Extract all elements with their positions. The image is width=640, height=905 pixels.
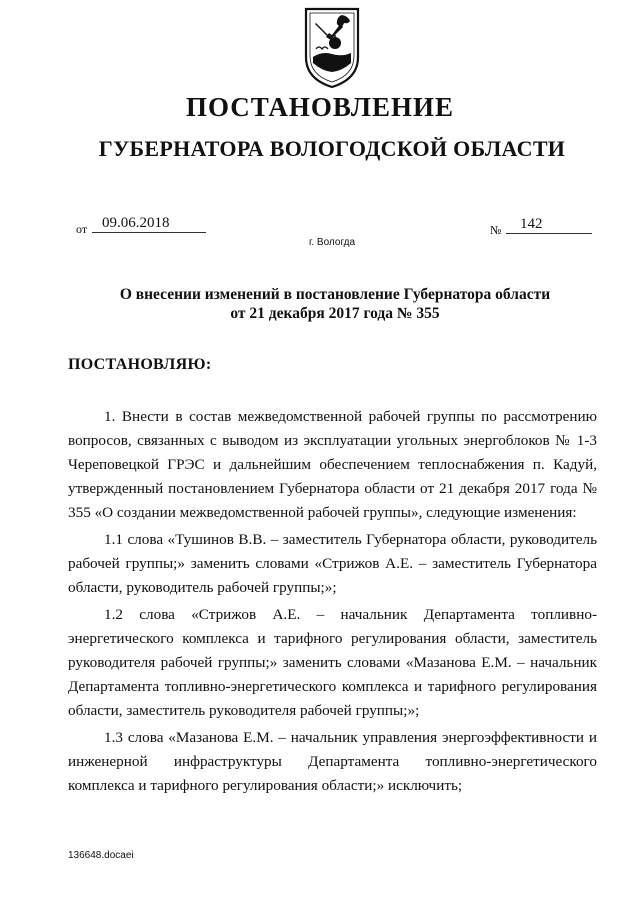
document-subject [70,285,600,323]
document-subtitle: ГУБЕРНАТОРА ВОЛОГОДСКОЙ ОБЛАСТИ [98,136,566,161]
date-prefix: от [76,222,88,236]
city: г. Вологда [308,237,356,248]
vologda-coat-of-arms-icon [302,5,362,89]
document-body [68,405,597,801]
resolve-heading: ПОСТАНОВЛЯЮ: [68,356,212,373]
number-prefix: № [490,223,502,237]
document-date: 09.06.2018 [92,215,206,233]
paragraph-1-2: 1.2 слова «Стрижов А.Е. – начальник Департамента топливно-энергетического комплекса и тарифного регулирования области, заместитель руководителя рабочей группы;» заменить словами «Мазанова Е.М. – начальник Департамента топливно-энергетического комплекса и тарифного регулирования области, заместитель руководителя рабочей группы;»; [68,606,597,719]
paragraph-1: 1. Внести в состав межведомственной рабочей группы по рассмотрению вопросов, связанных с выводом из эксплуатации угольных энергоблоков № 1-3 Череповецкой ГРЭС и дальнейшим обеспечением теплоснабжения п. Кадуй, утвержденный постановлением Губернатора области от 21 декабря 2017 года № 355 «О создании межведомственной рабочей группы», следующие изменения: [68,408,597,521]
document-number: 142 [506,216,592,234]
document-file-id: 136648.docaei [68,850,134,861]
subject-line-2: от 21 декабря 2017 года № 355 [230,305,440,322]
paragraph-1-3: 1.3 слова «Мазанова Е.М. – начальник управления энергоэффективности и инженерной инфраструктуры Департамента топливно-энергетического комплекса и тарифного регулирования области;» исключить; [68,729,597,794]
subject-line-1: О внесении изменений в постановление Губернатора области [119,286,551,303]
paragraph-1-1: 1.1 слова «Тушинов В.В. – заместитель Губернатора области, руководитель рабочей группы;» заменить словами «Стрижов А.Е. – заместитель Губернатора области, руководитель рабочей группы;»; [68,531,597,596]
document-title: ПОСТАНОВЛЕНИЕ [185,92,455,122]
